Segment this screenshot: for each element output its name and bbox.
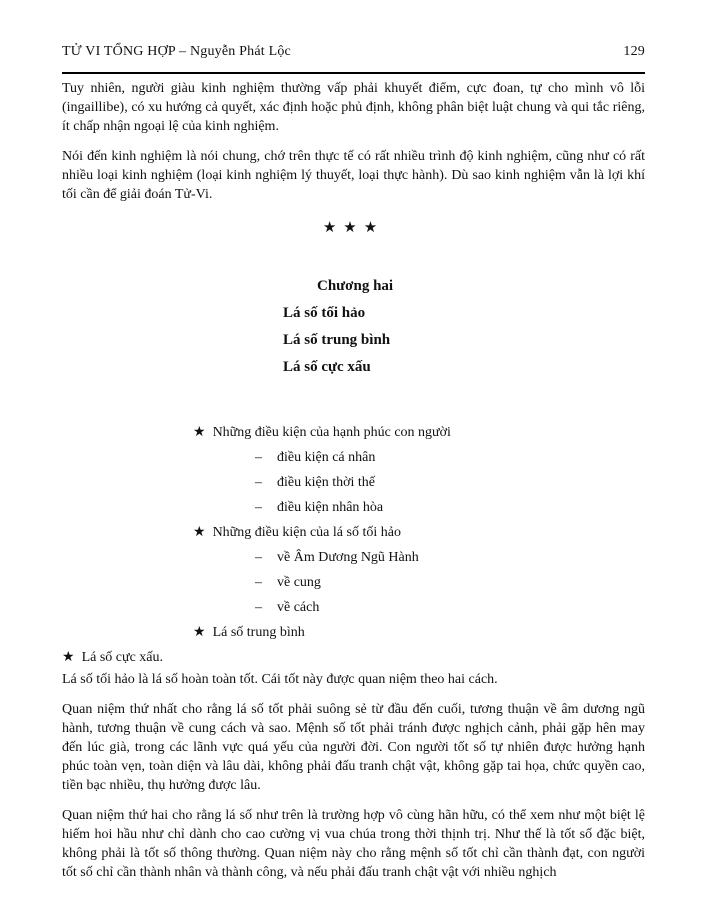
star-bullet-icon: ★: [193, 625, 206, 640]
paragraph-experience-types: Nói đến kinh nghiệm là nói chung, chớ trên thực tế có rất nhiều trình độ kinh nghiệm, cũng như có rất nhiều loại kinh nghiệm (loại kinh nghiệm lý thuyết, loại thực hành). Dù sao kinh nghiệm vẫn là lợi khí tối cần để giải đoán Tử-Vi.: [62, 149, 645, 202]
dash-bullet-icon: –: [255, 500, 262, 515]
page-header: [62, 44, 645, 60]
outline-item-worst-chart: [62, 645, 645, 670]
outline-sub-item-harmony: [62, 495, 645, 520]
star-separator-icon: ★★★: [322, 220, 385, 236]
outline-sub-item-pattern: [62, 595, 645, 620]
outline-item-average-chart: [62, 620, 645, 645]
outline-item-label: Lá số cực xấu.: [81, 650, 164, 665]
running-title: TỬ VI TỔNG HỢP – Nguyễn Phát Lộc: [62, 44, 291, 59]
chapter-heading-block: [283, 273, 645, 381]
chapter-title: Chương hai: [317, 278, 394, 294]
outline-sub-item-label: về cách: [277, 600, 320, 615]
star-bullet-icon: ★: [193, 425, 206, 440]
dash-bullet-icon: –: [255, 575, 262, 590]
paragraph-experience-flaws: Tuy nhiên, người giàu kinh nghiệm thường vấp phải khuyết điểm, cực đoan, tự cho mình vô lỗi (ingaillibe), có xu hướng cả quyết, xác định hoặc phủ định, không phân biệt luật chung và qui tắc riêng, ít chấp nhận ngoại lệ của kinh nghiệm.: [62, 81, 645, 134]
chapter-outline: [62, 420, 645, 670]
outline-sub-item-personal: [62, 445, 645, 470]
outline-sub-item-label: điều kiện cá nhân: [277, 450, 376, 465]
chapter-subtitle-worst-chart: Lá số cực xấu: [283, 359, 371, 375]
paragraph-second-view: Quan niệm thứ hai cho rằng lá số như trên là trường hợp vô cùng hãn hữu, có thể xem như một biệt lệ hiếm hoi hầu như chỉ dành cho cao cường vị vua chúa trong thời thịnh trị. Như thế là tốt số đặc biệt, không phải là tốt số thông thường. Quan niệm này cho rằng mệnh số tốt chỉ cần thành đạt, con người tốt số chỉ cần thành nhân và thành công, và nếu phải đấu tranh chật vật với nhiều nghịch: [62, 808, 645, 880]
chapter-subtitle-average-chart: Lá số trung bình: [283, 332, 391, 348]
star-bullet-icon: ★: [193, 525, 206, 540]
outline-item-happiness-conditions: [62, 420, 645, 445]
chapter-subtitle-best-chart: Lá số tối hảo: [283, 305, 366, 321]
dash-bullet-icon: –: [255, 475, 262, 490]
outline-sub-item-label: điều kiện thời thế: [277, 475, 375, 490]
dash-bullet-icon: –: [255, 600, 262, 615]
paragraph-first-view: Quan niệm thứ nhất cho rằng lá số tốt phải suông sẻ từ đầu đến cuối, tương thuận về âm dương ngũ hành, tương thuận về cung cách và sao. Mệnh số tốt phải tránh được nghịch cảnh, phải gặp hên may đến lúc già, trong các lãnh vực quá yếu của người đời. Con người tốt số tự nhiên được hưởng hạnh phúc toàn vẹn, toàn diện và lâu dài, không phải đấu tranh chật vật, không gặp tai họa, chức quyền cao, tiền bạc nhiều, thụ hưởng được lâu.: [62, 702, 645, 793]
outline-item-label: Lá số trung bình: [212, 625, 305, 640]
paragraph-best-chart-intro: Lá số tối hảo là lá số hoàn toàn tốt. Cái tốt này được quan niệm theo hai cách.: [62, 672, 498, 687]
outline-sub-item-label: về Âm Dương Ngũ Hành: [277, 550, 419, 565]
dash-bullet-icon: –: [255, 550, 262, 565]
outline-item-label: Những điều kiện của hạnh phúc con người: [212, 425, 451, 440]
outline-sub-item-palace: [62, 570, 645, 595]
header-rule: [62, 72, 645, 74]
outline-sub-item-era: [62, 470, 645, 495]
outline-sub-item-yin-yang: [62, 545, 645, 570]
outline-item-best-chart-conditions: [62, 520, 645, 545]
outline-item-label: Những điều kiện của lá số tối hảo: [212, 525, 401, 540]
outline-sub-item-label: về cung: [277, 575, 321, 590]
dash-bullet-icon: –: [255, 450, 262, 465]
star-bullet-icon: ★: [62, 650, 75, 665]
outline-sub-item-label: điều kiện nhân hòa: [277, 500, 384, 515]
page-number: 129: [623, 44, 645, 59]
